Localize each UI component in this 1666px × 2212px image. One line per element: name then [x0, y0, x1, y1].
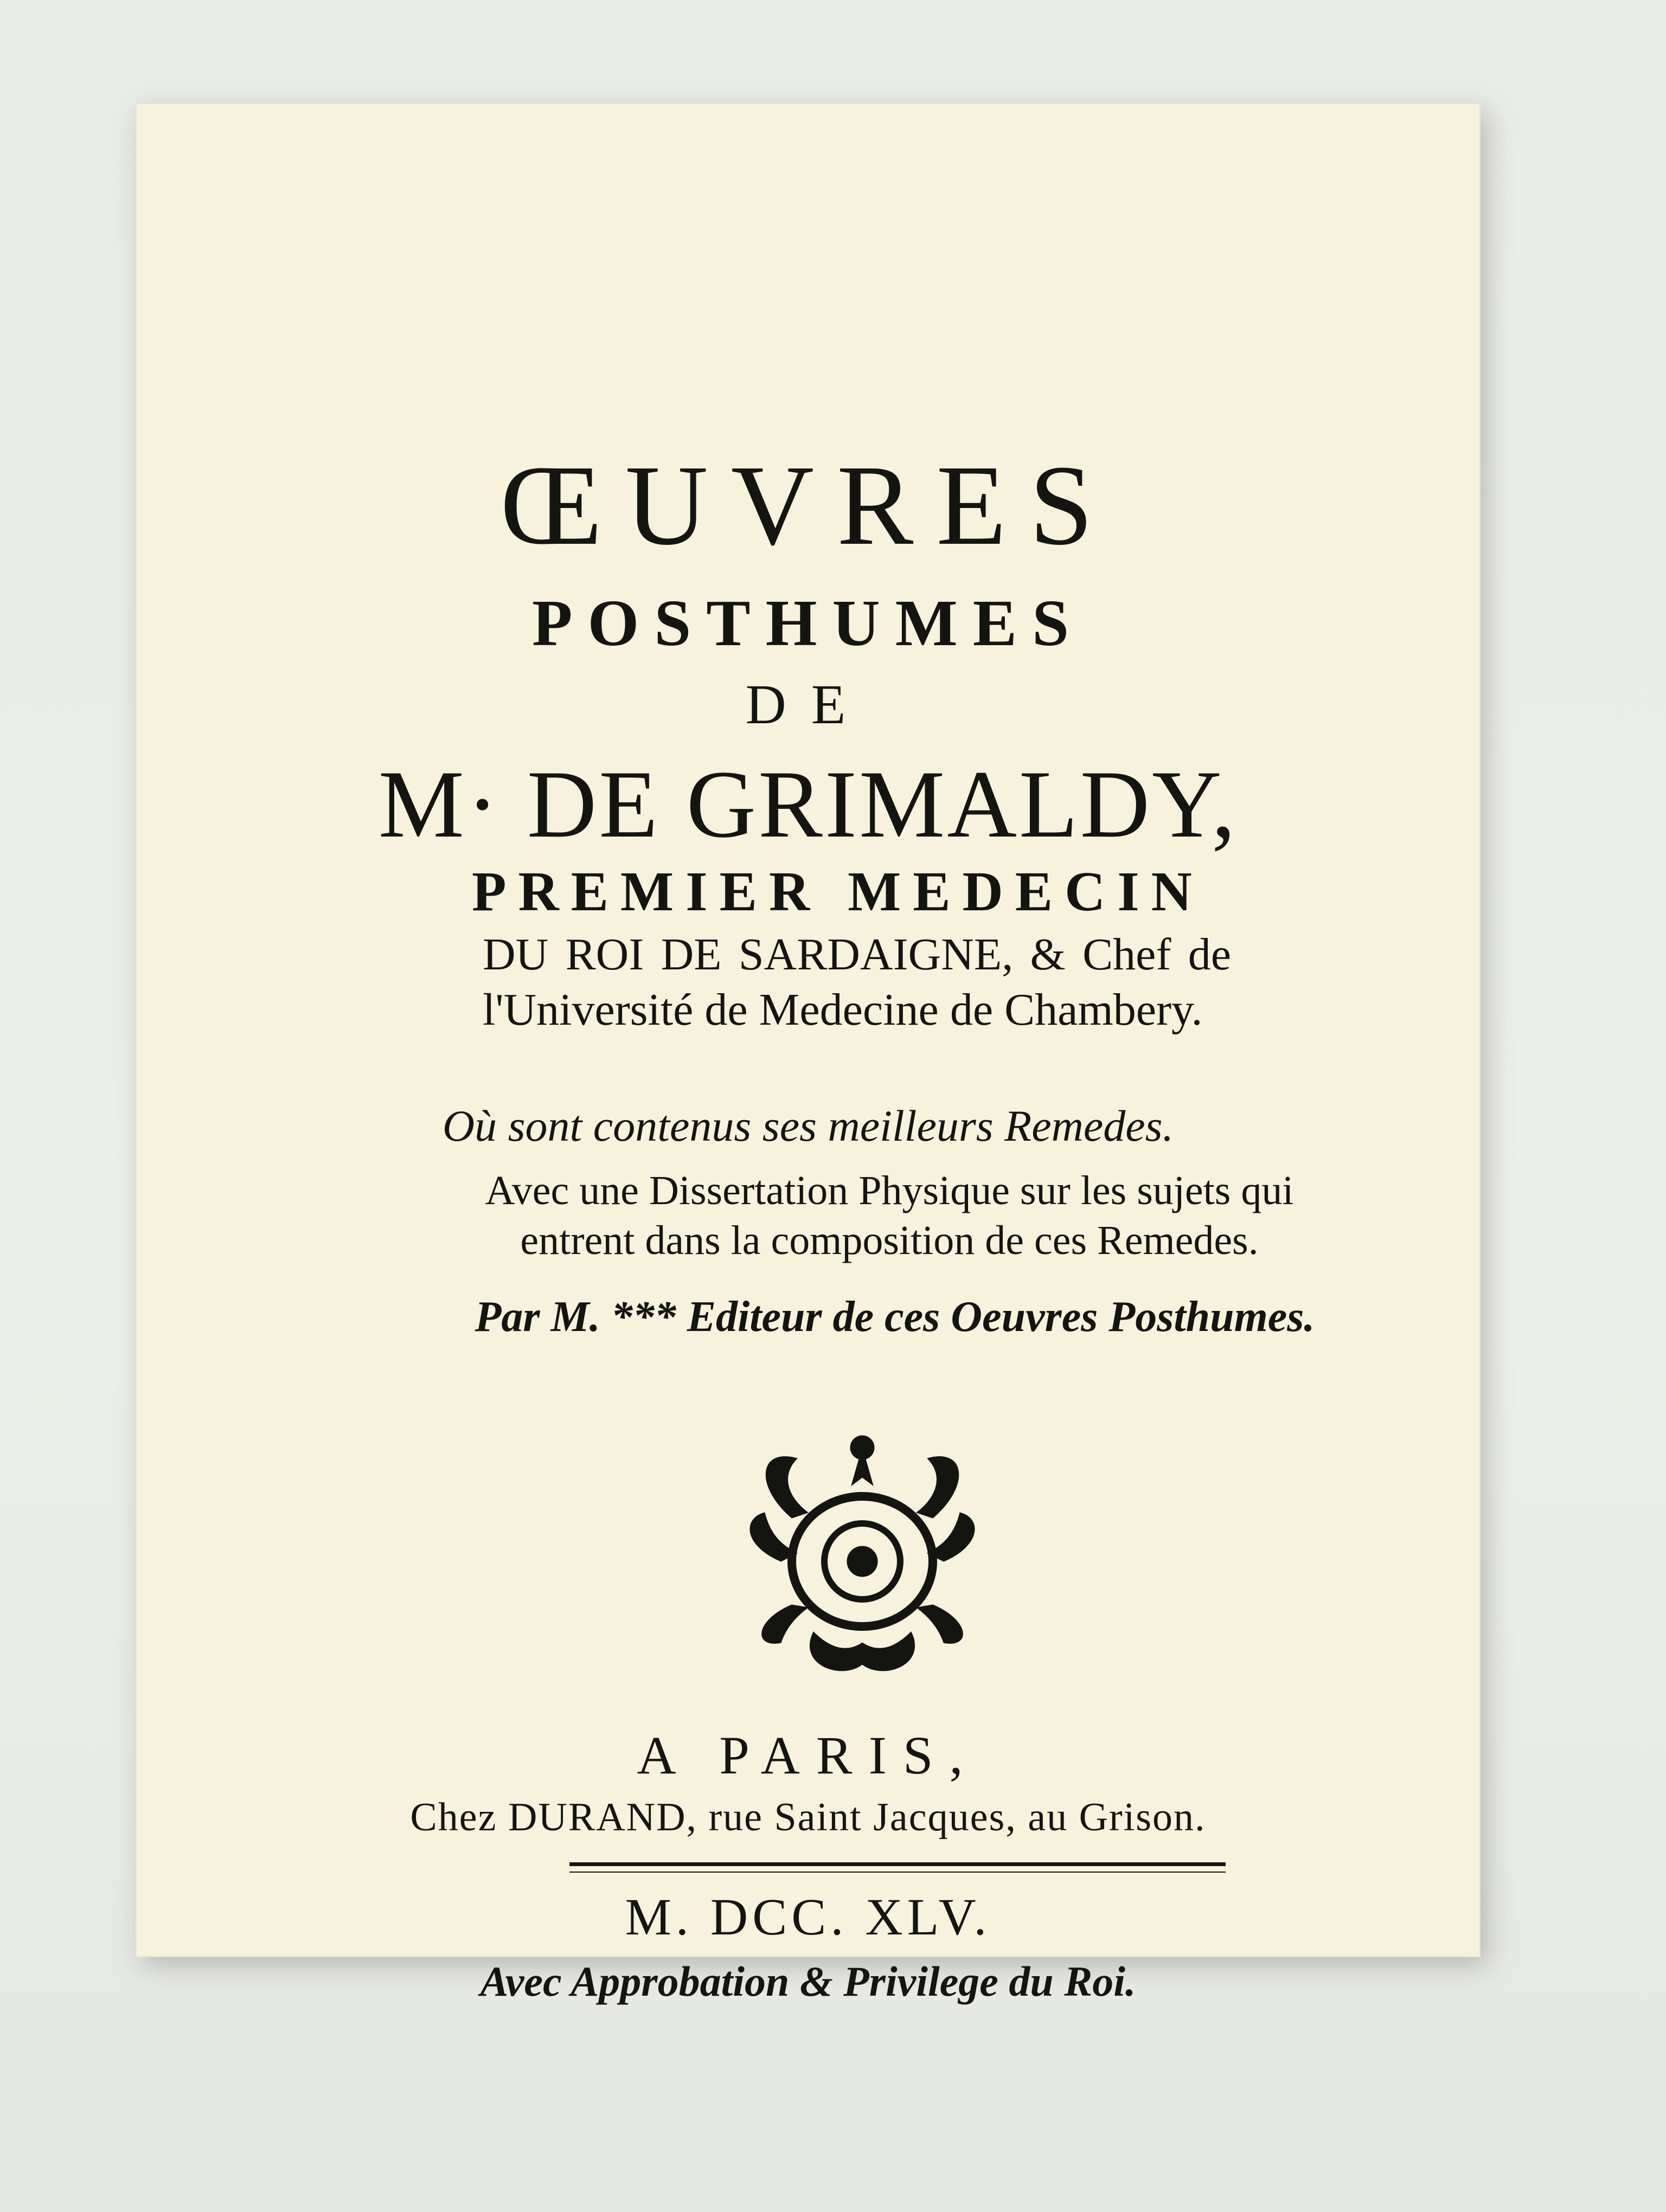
divider-rule-thin — [569, 1872, 1226, 1873]
author-name: M· DE GRIMALDY, — [378, 750, 1238, 858]
publisher: Chez DURAND, rue Saint Jacques, au Grison. — [410, 1795, 1206, 1840]
divider-rule — [569, 1862, 1226, 1866]
floral-vignette-icon — [732, 1426, 992, 1686]
dissertation-note: Avec une Dissertation Physique sur les sujets qui entrent dans la composition de ces Remedes. — [485, 1168, 1294, 1263]
author-role-detail: DU ROI DE SARDAIGNE, & Chef de l'Université de Medecine de Chambery. — [483, 929, 1231, 1035]
place: A PARIS, — [637, 1725, 979, 1785]
editor-note: Par M. *** Editeur de ces Oeuvres Posthumes. — [475, 1293, 1315, 1341]
author-role: PREMIER MEDECIN — [472, 860, 1204, 923]
publication-year: M. DCC. XLV. — [625, 1888, 991, 1946]
privilege-note: Avec Approbation & Privilege du Roi. — [480, 1958, 1136, 2005]
contents-note: Où sont contenus ses meilleurs Remedes. — [442, 1101, 1174, 1150]
title: ŒUVRES — [500, 441, 1116, 569]
subtitle: POSTHUMES — [531, 587, 1084, 660]
preposition: DE — [745, 673, 871, 736]
book-cover — [136, 103, 1481, 2005]
